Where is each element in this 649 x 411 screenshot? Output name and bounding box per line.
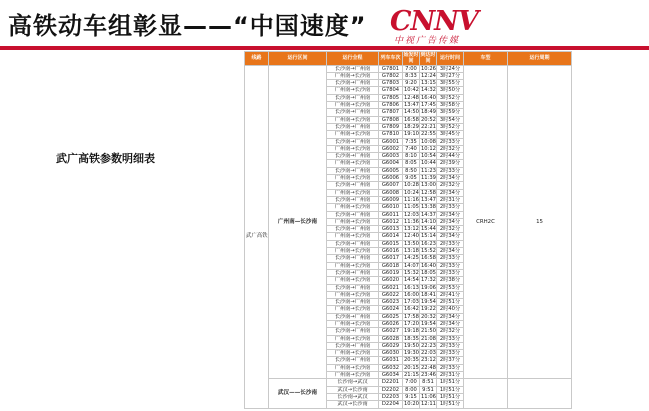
arrive-time-cell: 15:44 <box>421 226 436 233</box>
route-cell: 广州南→长沙南 <box>327 306 379 313</box>
arrive-time-cell: 13:15 <box>421 80 436 87</box>
route-cell: 长沙南→广州南 <box>327 357 379 364</box>
table-body <box>245 65 572 408</box>
route-cell: 长沙南→广州南 <box>327 240 379 247</box>
duration-cell: 2时41分 <box>437 291 464 298</box>
depart-time-cell: 8:33 <box>403 72 420 79</box>
depart-time-cell: 14:50 <box>404 109 419 116</box>
arrive-time-cell: 14:10 <box>421 218 436 225</box>
train-number-cell: G6020 <box>379 277 403 284</box>
route-cell: 长沙南→广州南 <box>327 196 379 203</box>
train-number-cell: G6006 <box>379 175 403 182</box>
route-cell: 广州南→长沙南 <box>327 248 379 255</box>
train-number-cell: G6024 <box>379 306 403 313</box>
segment-cell: 武汉——长沙南 <box>269 379 327 408</box>
train-number-cell: G7806 <box>379 102 403 109</box>
train-number-cell: G6019 <box>379 269 403 276</box>
arrive-time-cell: 23:12 <box>421 357 436 364</box>
arrive-time-cell: 22:03 <box>421 350 436 357</box>
column-header: 运行时间 <box>437 52 464 66</box>
route-cell: 长沙南→广州南 <box>327 94 379 101</box>
arrive-time-cell: 13:38 <box>421 204 436 211</box>
depart-time-cell: 13:12 <box>404 226 419 233</box>
brand-logo <box>390 6 500 44</box>
logo-wordmark: CNNV <box>390 6 478 37</box>
depart-time-cell: 13:18 <box>404 248 419 255</box>
duration-cell: 2时32分 <box>437 328 464 335</box>
duration-cell: 2时33分 <box>437 364 464 371</box>
table-row <box>245 379 572 386</box>
arrive-time-cell: 10:54 <box>421 153 436 160</box>
arrive-time-cell: 19:06 <box>421 284 436 291</box>
depart-time-cell: 17:03 <box>404 299 419 306</box>
route-cell: 广州南→长沙南 <box>327 102 379 109</box>
depart-time-cell: 18:35 <box>404 335 419 342</box>
depart-time-cell: 19:30 <box>404 350 419 357</box>
train-number-cell: G6012 <box>379 218 403 225</box>
route-cell: 长沙南→广州南 <box>327 109 379 116</box>
depart-time-cell: 14:54 <box>404 277 419 284</box>
duration-cell: 2时53分 <box>437 284 464 291</box>
duration-cell: 3时52分 <box>437 94 464 101</box>
depart-time-cell: 12:03 <box>404 211 419 218</box>
depart-time-cell: 9:20 <box>403 80 420 87</box>
depart-time-cell: 14:07 <box>404 262 419 269</box>
duration-cell: 3时52分 <box>437 123 464 130</box>
train-number-cell: G6023 <box>379 299 403 306</box>
arrive-time-cell: 22:48 <box>421 364 436 371</box>
column-header: 始发时间 <box>403 52 419 65</box>
depart-time-cell: 17:20 <box>404 320 419 327</box>
depart-time-cell: 16:42 <box>404 306 419 313</box>
route-cell: 长沙南→广州南 <box>327 342 379 349</box>
train-number-cell: G6034 <box>379 372 403 379</box>
train-number-cell: G6014 <box>379 233 403 240</box>
arrive-time-cell: 20:32 <box>421 313 436 320</box>
train-number-cell: G6008 <box>379 189 403 196</box>
route-cell: 长沙南→广州南 <box>327 269 379 276</box>
route-cell: 长沙南→广州南 <box>327 313 379 320</box>
train-number-cell: G6029 <box>379 342 403 349</box>
duration-cell: 3时55分 <box>437 80 464 87</box>
duration-cell: 1时51分 <box>437 393 464 400</box>
route-cell: 广州南→长沙南 <box>327 372 379 379</box>
duration-cell: 3时58分 <box>437 102 464 109</box>
table-caption: 武广高铁参数明细表 <box>56 152 155 165</box>
duration-cell: 2时34分 <box>437 248 464 255</box>
depart-time-cell: 16:00 <box>404 291 419 298</box>
arrive-time-cell: 10:08 <box>421 138 436 145</box>
train-number-cell: G6011 <box>379 211 403 218</box>
duration-cell: 2时34分 <box>437 313 464 320</box>
arrive-time-cell: 9:51 <box>420 386 437 393</box>
duration-cell: 3时50分 <box>437 87 464 94</box>
route-cell: 长沙南→广州南 <box>327 123 379 130</box>
header-divider <box>0 46 649 50</box>
duration-cell: 2时34分 <box>437 218 464 225</box>
line-cell: 武广高铁 <box>245 65 269 408</box>
depart-time-cell: 19:50 <box>404 342 419 349</box>
depart-time-cell: 19:18 <box>404 328 419 335</box>
depart-time-cell: 9:05 <box>403 175 420 182</box>
train-number-cell: G6028 <box>379 335 403 342</box>
route-cell: 广州南→长沙南 <box>327 189 379 196</box>
duration-cell: 3时54分 <box>437 116 464 123</box>
route-cell: 长沙南→武汉 <box>327 379 379 386</box>
train-number-cell: G6004 <box>379 160 403 167</box>
train-number-cell: G6009 <box>379 196 403 203</box>
route-cell: 长沙南→武汉 <box>327 393 379 400</box>
depart-time-cell: 11:05 <box>404 204 419 211</box>
duration-cell: 2时33分 <box>437 138 464 145</box>
duration-cell: 2时34分 <box>437 189 464 196</box>
duration-cell: 2时32分 <box>437 145 464 152</box>
depart-time-cell: 7:00 <box>403 379 420 386</box>
column-header: 运行全程 <box>327 52 379 66</box>
arrive-time-cell: 16:23 <box>421 240 436 247</box>
train-number-cell: G6010 <box>379 204 403 211</box>
depart-time-cell: 20:35 <box>404 357 419 364</box>
arrive-time-cell: 18:49 <box>421 109 436 116</box>
arrive-time-cell: 20:52 <box>421 116 436 123</box>
train-number-cell: G6001 <box>379 138 403 145</box>
duration-cell: 3时24分 <box>437 65 464 72</box>
column-header: 车型 <box>464 52 508 66</box>
arrive-time-cell: 19:54 <box>421 299 436 306</box>
route-cell: 广州南→长沙南 <box>327 320 379 327</box>
route-cell: 长沙南→广州南 <box>327 153 379 160</box>
depart-time-cell: 8:10 <box>403 153 420 160</box>
depart-time-cell: 8:50 <box>403 167 420 174</box>
arrive-time-cell: 17:45 <box>421 102 436 109</box>
route-cell: 广州南→长沙南 <box>327 131 379 138</box>
duration-cell: 2时31分 <box>437 372 464 379</box>
depart-time-cell: 19:10 <box>404 131 419 138</box>
route-cell: 武汉→长沙南 <box>327 401 379 408</box>
route-cell: 武汉→长沙南 <box>327 386 379 393</box>
cycle-cell: 15 <box>508 65 572 379</box>
depart-time-cell: 16:13 <box>404 284 419 291</box>
route-cell: 广州南→长沙南 <box>327 335 379 342</box>
duration-cell: 3时59分 <box>437 109 464 116</box>
duration-cell: 2时40分 <box>437 306 464 313</box>
arrive-time-cell: 21:08 <box>421 335 436 342</box>
train-number-cell: G6030 <box>379 350 403 357</box>
duration-cell: 2时39分 <box>437 160 464 167</box>
duration-cell: 2时32分 <box>437 226 464 233</box>
route-cell: 广州南→长沙南 <box>327 218 379 225</box>
column-header: 运行周期 <box>508 52 572 66</box>
train-number-cell: G7801 <box>379 65 403 72</box>
depart-time-cell: 10:24 <box>404 189 419 196</box>
depart-time-cell: 7:35 <box>403 138 420 145</box>
arrive-time-cell: 15:52 <box>421 248 436 255</box>
duration-cell: 3时45分 <box>437 131 464 138</box>
route-cell: 广州南→长沙南 <box>327 72 379 79</box>
route-cell: 广州南→长沙南 <box>327 277 379 284</box>
depart-time-cell: 10:42 <box>404 87 419 94</box>
train-number-cell: G6007 <box>379 182 403 189</box>
train-number-cell: G6025 <box>379 313 403 320</box>
duration-cell: 2时51分 <box>437 299 464 306</box>
depart-time-cell: 13:47 <box>404 102 419 109</box>
arrive-time-cell: 8:51 <box>420 379 437 386</box>
train-number-cell: G7807 <box>379 109 403 116</box>
depart-time-cell: 20:15 <box>404 364 419 371</box>
duration-cell: 2时34分 <box>437 211 464 218</box>
logo-subtext: 中视广告传媒 <box>394 36 461 46</box>
route-cell: 广州南→长沙南 <box>327 116 379 123</box>
arrive-time-cell: 17:32 <box>421 277 436 284</box>
train-number-cell: G6031 <box>379 357 403 364</box>
train-number-cell: G7808 <box>379 116 403 123</box>
train-number-cell: G7804 <box>379 87 403 94</box>
train-number-cell: G7803 <box>379 80 403 87</box>
arrive-time-cell: 12:24 <box>421 72 436 79</box>
route-cell: 长沙南→广州南 <box>327 284 379 291</box>
depart-time-cell: 8:00 <box>403 386 420 393</box>
train-type-cell: CRH2C <box>464 65 508 379</box>
depart-time-cell: 18:29 <box>404 123 419 130</box>
route-cell: 长沙南→广州南 <box>327 255 379 262</box>
arrive-time-cell: 12:58 <box>421 189 436 196</box>
route-cell: 广州南→长沙南 <box>327 233 379 240</box>
arrive-time-cell: 11:39 <box>421 175 436 182</box>
train-number-cell: G6015 <box>379 240 403 247</box>
duration-cell: 2时33分 <box>437 240 464 247</box>
train-number-cell: G6002 <box>379 145 403 152</box>
arrive-time-cell: 11:23 <box>421 167 436 174</box>
depart-time-cell: 9:15 <box>403 393 420 400</box>
arrive-time-cell: 16:58 <box>421 255 436 262</box>
schedule-table <box>244 51 572 409</box>
depart-time-cell: 16:58 <box>404 116 419 123</box>
depart-time-cell: 7:40 <box>403 145 420 152</box>
route-cell: 长沙南→广州南 <box>327 328 379 335</box>
route-cell: 长沙南→广州南 <box>327 167 379 174</box>
arrive-time-cell: 21:50 <box>421 328 436 335</box>
train-number-cell: G7809 <box>379 123 403 130</box>
route-cell: 广州南→长沙南 <box>327 204 379 211</box>
train-number-cell: G7810 <box>379 131 403 138</box>
depart-time-cell: 21:15 <box>404 372 419 379</box>
arrive-time-cell: 13:47 <box>421 196 436 203</box>
depart-time-cell: 17:58 <box>404 313 419 320</box>
route-cell: 广州南→长沙南 <box>327 262 379 269</box>
arrive-time-cell: 22:21 <box>421 123 436 130</box>
depart-time-cell: 10:28 <box>404 182 419 189</box>
arrive-time-cell: 22:55 <box>421 131 436 138</box>
duration-cell: 2时33分 <box>437 335 464 342</box>
depart-time-cell: 14:25 <box>404 255 419 262</box>
arrive-time-cell: 22:23 <box>421 342 436 349</box>
train-number-cell: G6022 <box>379 291 403 298</box>
segment-cell: 广州南—长沙南 <box>269 65 327 379</box>
duration-cell: 2时33分 <box>437 167 464 174</box>
route-cell: 广州南→长沙南 <box>327 160 379 167</box>
train-number-cell: D2204 <box>379 401 403 408</box>
train-number-cell: G6016 <box>379 248 403 255</box>
route-cell: 广州南→长沙南 <box>327 350 379 357</box>
arrive-time-cell: 10:12 <box>421 145 436 152</box>
arrive-time-cell: 10:26 <box>421 65 436 72</box>
depart-time-cell: 12:40 <box>404 233 419 240</box>
column-header: 运行区间 <box>269 52 327 66</box>
route-cell: 广州南→长沙南 <box>327 87 379 94</box>
arrive-time-cell: 19:22 <box>421 306 436 313</box>
depart-time-cell: 13:50 <box>404 240 419 247</box>
arrive-time-cell: 15:14 <box>421 233 436 240</box>
arrive-time-cell: 11:06 <box>421 393 436 400</box>
route-cell: 广州南→长沙南 <box>327 145 379 152</box>
route-cell: 长沙南→广州南 <box>327 80 379 87</box>
route-cell: 广州南→长沙南 <box>327 175 379 182</box>
arrive-time-cell: 18:05 <box>421 269 436 276</box>
train-number-cell: G7802 <box>379 72 403 79</box>
train-number-cell: G6021 <box>379 284 403 291</box>
train-number-cell: G6018 <box>379 262 403 269</box>
arrive-time-cell: 14:37 <box>421 211 436 218</box>
arrive-time-cell: 16:40 <box>421 262 436 269</box>
depart-time-cell: 15:32 <box>404 269 419 276</box>
duration-cell: 2时31分 <box>437 196 464 203</box>
duration-cell: 2时33分 <box>437 255 464 262</box>
train-number-cell: G6017 <box>379 255 403 262</box>
route-cell: 广州南→长沙南 <box>327 364 379 371</box>
depart-time-cell: 7:00 <box>403 65 420 72</box>
arrive-time-cell: 14:32 <box>421 87 436 94</box>
route-cell: 长沙南→广州南 <box>327 299 379 306</box>
arrive-time-cell: 18:41 <box>421 291 436 298</box>
train-number-cell: G6013 <box>379 226 403 233</box>
arrive-time-cell: 19:54 <box>421 320 436 327</box>
duration-cell: 2时34分 <box>437 233 464 240</box>
column-header: 线路 <box>245 52 269 66</box>
arrive-time-cell: 10:44 <box>421 160 436 167</box>
page-title: 高铁动车组彰显——“中国速度” <box>8 12 367 40</box>
duration-cell: 3时27分 <box>437 72 464 79</box>
column-header: 列车车次 <box>379 52 403 66</box>
train-number-cell: D2201 <box>379 379 403 386</box>
duration-cell: 2时33分 <box>437 262 464 269</box>
route-cell: 长沙南→广州南 <box>327 211 379 218</box>
arrive-time-cell: 16:40 <box>421 94 436 101</box>
table-row <box>245 65 572 72</box>
duration-cell: 2时44分 <box>437 153 464 160</box>
depart-time-cell: 11:36 <box>404 218 419 225</box>
train-number-cell: D2203 <box>379 393 403 400</box>
duration-cell: 2时33分 <box>437 269 464 276</box>
train-number-cell: G6003 <box>379 153 403 160</box>
duration-cell: 1时51分 <box>437 386 464 393</box>
route-cell: 长沙南→广州南 <box>327 138 379 145</box>
depart-time-cell: 10:20 <box>404 401 419 408</box>
duration-cell: 2时38分 <box>437 277 464 284</box>
table-header-row <box>245 52 572 66</box>
duration-cell: 2时34分 <box>437 175 464 182</box>
column-header: 到达时间 <box>420 52 436 65</box>
duration-cell: 2时34分 <box>437 320 464 327</box>
duration-cell: 2时33分 <box>437 342 464 349</box>
train-number-cell: G6027 <box>379 328 403 335</box>
duration-cell: 2时33分 <box>437 350 464 357</box>
duration-cell: 2时32分 <box>437 182 464 189</box>
depart-time-cell: 8:05 <box>403 160 420 167</box>
duration-cell: 2时33分 <box>437 204 464 211</box>
arrive-time-cell: 13:00 <box>421 182 436 189</box>
train-number-cell: G7805 <box>379 94 403 101</box>
duration-cell: 2时37分 <box>437 357 464 364</box>
train-number-cell: G6005 <box>379 167 403 174</box>
cycle-cell <box>508 379 572 408</box>
duration-cell: 1时51分 <box>437 401 464 408</box>
train-number-cell: G6032 <box>379 364 403 371</box>
train-number-cell: D2202 <box>379 386 403 393</box>
train-type-cell <box>464 379 508 408</box>
depart-time-cell: 11:16 <box>404 196 419 203</box>
arrive-time-cell: 12:11 <box>421 401 436 408</box>
arrive-time-cell: 23:46 <box>421 372 436 379</box>
depart-time-cell: 12:48 <box>404 94 419 101</box>
train-number-cell: G6026 <box>379 320 403 327</box>
duration-cell: 1时51分 <box>437 379 464 386</box>
route-cell: 长沙南→广州南 <box>327 226 379 233</box>
route-cell: 长沙南→广州南 <box>327 65 379 72</box>
route-cell: 广州南→长沙南 <box>327 291 379 298</box>
route-cell: 长沙南→广州南 <box>327 182 379 189</box>
